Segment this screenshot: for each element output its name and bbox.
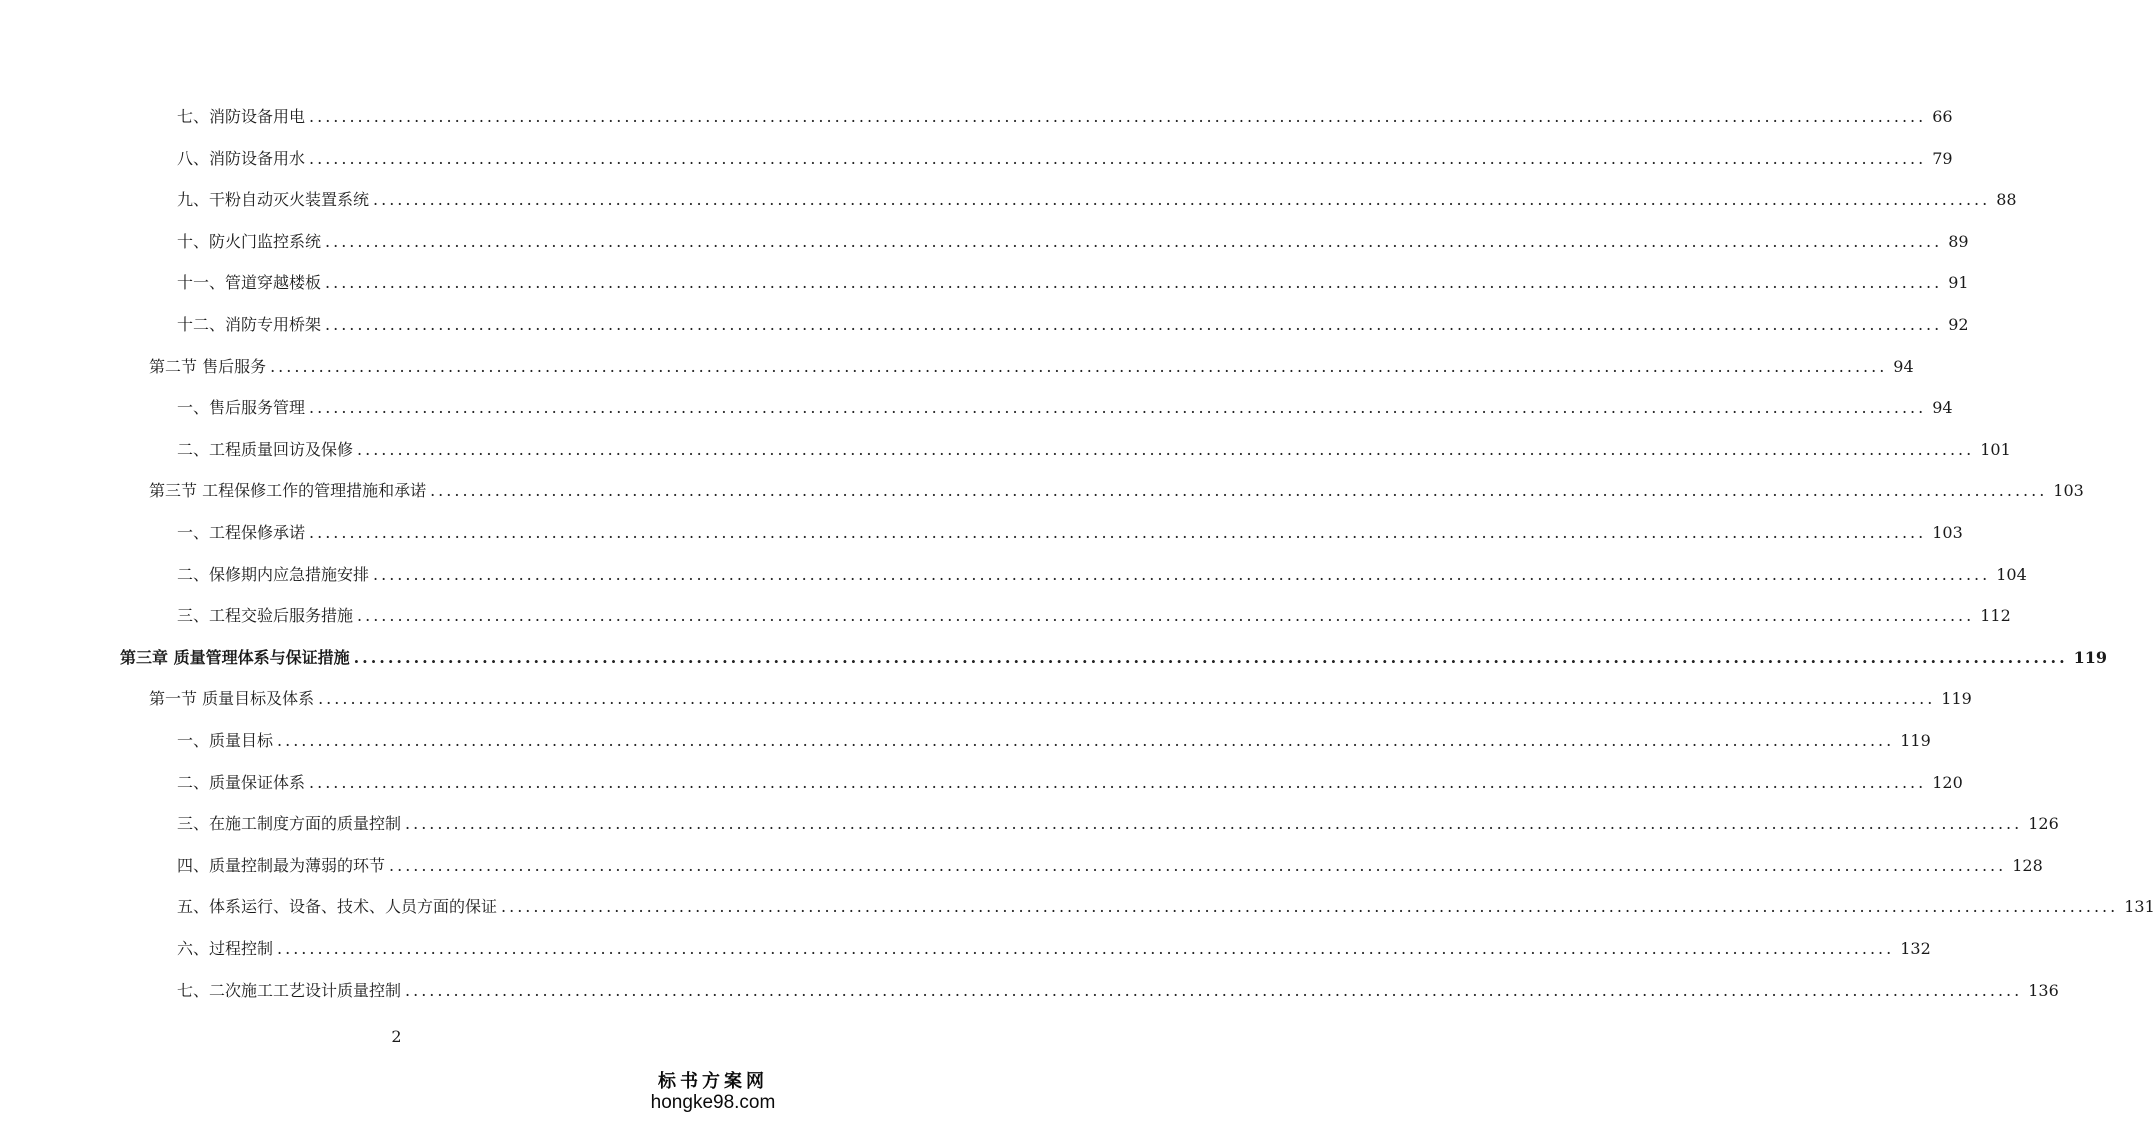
toc-item-entry[interactable] [177,313,1969,337]
toc-entry-page: 131 [2124,897,2155,916]
watermark-logo [645,1070,781,1114]
toc-dot-leader: ........................................................................................................................................................................................................ [309,398,1927,417]
toc-entry-label: 第三章 质量管理体系与保证措施 [120,648,350,667]
toc-dot-leader: ........................................................................................................................................................................................................ [357,440,1975,459]
toc-entry-label: 三、在施工制度方面的质量控制 [177,814,402,833]
toc-entry-label: 七、消防设备用电 [177,107,306,126]
toc-entry-label: 第一节 质量目标及体系 [149,689,315,708]
toc-entry-page: 136 [2028,981,2059,1000]
toc-section-entry[interactable] [149,479,2084,503]
toc-entry-page: 101 [1980,440,2011,459]
toc-dot-leader: ........................................................................................................................................................................................................ [353,648,2068,667]
toc-entry-page: 94 [1893,357,1914,376]
toc-dot-leader: ........................................................................................................................................................................................................ [430,481,2048,500]
toc-item-entry[interactable] [177,604,2011,628]
toc-entry-label: 二、质量保证体系 [177,773,306,792]
toc-entry-page: 126 [2028,814,2059,833]
toc-entry-page: 89 [1948,232,1969,251]
toc-dot-leader: ........................................................................................................................................................................................................ [357,606,1975,625]
toc-item-entry[interactable] [177,230,1969,254]
toc-item-entry[interactable] [177,271,1969,295]
toc-entry-page: 120 [1932,773,1963,792]
toc-entry-label: 八、消防设备用水 [177,149,306,168]
toc-dot-leader: ........................................................................................................................................................................................................ [277,731,1895,750]
watermark-domain-text: hongke98.com [650,1092,776,1113]
toc-entry-label: 一、质量目标 [177,731,274,750]
toc-entry-label: 第三节 工程保修工作的管理措施和承诺 [149,481,427,500]
toc-entry-page: 119 [1941,689,1972,708]
toc-entry-page: 132 [1900,939,1931,958]
toc-item-entry[interactable] [177,729,1931,753]
toc-entry-page: 92 [1948,315,1969,334]
toc-item-entry[interactable] [177,147,1953,171]
toc-dot-leader: ........................................................................................................................................................................................................ [373,565,1991,584]
toc-item-entry[interactable] [177,771,1963,795]
toc-item-entry[interactable] [177,979,2059,1003]
toc-dot-leader: ........................................................................................................................................................................................................ [373,190,1991,209]
toc-entry-label: 二、保修期内应急措施安排 [177,565,370,584]
toc-entry-page: 79 [1932,149,1953,168]
toc-entry-page: 119 [1900,731,1931,750]
toc-section-entry[interactable] [149,687,1972,711]
toc-item-entry[interactable] [177,937,1931,961]
toc-dot-leader: ........................................................................................................................................................................................................ [309,773,1927,792]
toc-dot-leader: ........................................................................................................................................................................................................ [309,523,1927,542]
toc-dot-leader: ........................................................................................................................................................................................................ [270,357,1888,376]
toc-item-entry[interactable] [177,521,1963,545]
watermark-chinese-text: 标书方案网 [658,1071,768,1091]
toc-item-entry[interactable] [177,812,2059,836]
toc-dot-leader: ........................................................................................................................................................................................................ [309,149,1927,168]
toc-entry-label: 五、体系运行、设备、技术、人员方面的保证 [177,897,498,916]
toc-entry-label: 四、质量控制最为薄弱的环节 [177,856,386,875]
toc-entry-label: 六、过程控制 [177,939,274,958]
toc-entry-label: 九、干粉自动灭火装置系统 [177,190,370,209]
toc-dot-leader: ........................................................................................................................................................................................................ [325,232,1943,251]
toc-item-entry[interactable] [177,854,2043,878]
toc-section-entry[interactable] [149,355,1914,379]
toc-entry-label: 二、工程质量回访及保修 [177,440,354,459]
toc-dot-leader: ........................................................................................................................................................................................................ [325,273,1943,292]
toc-item-entry[interactable] [177,895,2155,919]
toc-entry-label: 一、售后服务管理 [177,398,306,417]
toc-dot-leader: ........................................................................................................................................................................................................ [318,689,1936,708]
toc-item-entry[interactable] [177,563,2027,587]
toc-dot-leader: ........................................................................................................................................................................................................ [501,897,2119,916]
toc-entry-page: 119 [2073,648,2108,667]
toc-item-entry[interactable] [177,105,1953,129]
toc-entry-label: 十、防火门监控系统 [177,232,322,251]
toc-dot-leader: ........................................................................................................................................................................................................ [405,814,2023,833]
toc-entry-page: 112 [1980,606,2011,625]
toc-entry-label: 十一、管道穿越楼板 [177,273,322,292]
toc-entry-page: 91 [1948,273,1969,292]
toc-entry-label: 十二、消防专用桥架 [177,315,322,334]
toc-entry-page: 103 [1932,523,1963,542]
toc-entry-label: 第二节 售后服务 [149,357,267,376]
toc-entry-page: 66 [1932,107,1953,126]
toc-entry-page: 94 [1932,398,1953,417]
toc-entry-page: 128 [2012,856,2043,875]
toc-entry-page: 103 [2053,481,2084,500]
toc-item-entry[interactable] [177,396,1953,420]
toc-entry-label: 一、工程保修承诺 [177,523,306,542]
toc-entry-page: 88 [1996,190,2017,209]
toc-entry-page: 104 [1996,565,2027,584]
toc-dot-leader: ........................................................................................................................................................................................................ [405,981,2023,1000]
toc-item-entry[interactable] [177,438,2011,462]
toc-dot-leader: ........................................................................................................................................................................................................ [325,315,1943,334]
toc-dot-leader: ........................................................................................................................................................................................................ [389,856,2007,875]
toc-item-entry[interactable] [177,188,2017,212]
toc-entry-label: 三、工程交验后服务措施 [177,606,354,625]
toc-entry-label: 七、二次施工工艺设计质量控制 [177,981,402,1000]
toc-dot-leader: ........................................................................................................................................................................................................ [277,939,1895,958]
toc-chapter-entry[interactable] [120,646,2108,670]
page-number: 2 [391,1027,402,1046]
toc-dot-leader: ........................................................................................................................................................................................................ [309,107,1927,126]
